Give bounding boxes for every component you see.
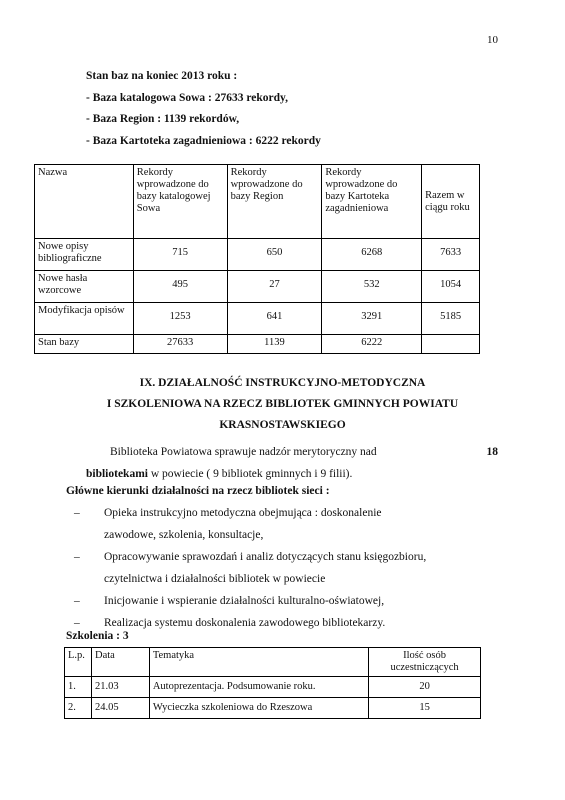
cell-value: [422, 335, 480, 354]
page-number: 10: [487, 34, 498, 46]
section-title-line: KRASNOSTAWSKIEGO: [219, 419, 346, 431]
table-row: [35, 271, 480, 303]
cell-value: 650: [227, 239, 322, 271]
intro-bold-word: bibliotekami: [86, 468, 148, 480]
column-header: Rekordy wprowadzone do bazy Region: [227, 165, 322, 239]
dash-bullet-icon: –: [74, 507, 80, 519]
row-label: Stan bazy: [35, 335, 134, 354]
intro-library-count: 18: [486, 446, 498, 458]
row-label: Nowe hasła wzorcowe: [35, 271, 134, 303]
cell-value: 1253: [133, 303, 227, 335]
list-item-text: Opracowywanie sprawozdań i analiz dotyczących stanu księgozbioru,: [104, 551, 427, 563]
database-status-line: - Baza katalogowa Sowa : 27633 rekordy,: [86, 91, 288, 104]
row-label: Nowe opisy bibliograficzne: [35, 239, 134, 271]
cell-value: 21.03: [91, 677, 149, 698]
list-item-text: Realizacja systemu doskonalenia zawodowego bibliotekarzy.: [104, 617, 386, 629]
row-label: Modyfikacja opisów: [35, 303, 134, 335]
column-header: L.p.: [65, 648, 92, 677]
database-status-line: - Baza Region : 1139 rekordów,: [86, 113, 240, 125]
cell-value: 2.: [65, 698, 92, 719]
section-title-line: I SZKOLENIOWA NA RZECZ BIBLIOTEK GMINNYCH POWIATU: [106, 398, 459, 410]
database-status-line: - Baza Kartoteka zagadnieniowa : 6222 rekordy: [86, 134, 321, 147]
table-row: [35, 335, 480, 354]
list-item: [74, 502, 500, 546]
cell-value: 495: [133, 271, 227, 303]
list-item: [74, 590, 500, 612]
column-header: Nazwa: [35, 165, 134, 239]
section-title-line: IX. DZIAŁALNOŚĆ INSTRUKCYJNO-METODYCZNA: [139, 377, 426, 389]
cell-value: 6222: [322, 335, 422, 354]
table-row: [65, 677, 481, 698]
column-header: Ilość osób uczestniczących: [369, 648, 481, 677]
dash-bullet-icon: –: [74, 595, 80, 607]
cell-value: 27633: [133, 335, 227, 354]
cell-value: 27: [227, 271, 322, 303]
column-header: Razem w ciągu roku: [422, 165, 480, 239]
cell-value: 24.05: [91, 698, 149, 719]
cell-value: Autoprezentacja. Podsumowanie roku.: [149, 677, 368, 698]
table-row: [35, 303, 480, 335]
intro-paragraph: [86, 441, 498, 485]
list-item: [74, 546, 500, 590]
list-item-text: czytelnictwa i działalności bibliotek w powiecie: [104, 573, 326, 585]
table-row: [35, 239, 480, 271]
cell-value: 1139: [227, 335, 322, 354]
dash-bullet-icon: –: [74, 551, 80, 563]
intro-text: w powiecie ( 9 bibliotek gminnych i 9 filii).: [147, 468, 353, 480]
column-header: Rekordy wprowadzone do bazy Kartoteka zagadnieniowa: [322, 165, 422, 239]
cell-value: 715: [133, 239, 227, 271]
list-item: [74, 612, 500, 634]
section-title: [0, 373, 565, 436]
list-item-text: Inicjowanie i wspieranie działalności kulturalno-oświatowej,: [104, 595, 385, 607]
cell-value: 3291: [322, 303, 422, 335]
cell-value: 532: [322, 271, 422, 303]
cell-value: 641: [227, 303, 322, 335]
column-header: Tematyka: [149, 648, 368, 677]
dash-bullet-icon: –: [74, 617, 80, 629]
column-header: Data: [91, 648, 149, 677]
cell-value: 6268: [322, 239, 422, 271]
cell-value: 1054: [422, 271, 480, 303]
cell-value: 1.: [65, 677, 92, 698]
bullet-list: [74, 502, 500, 634]
trainings-table: [64, 647, 481, 719]
intro-text: Biblioteka Powiatowa sprawuje nadzór merytoryczny nad: [110, 446, 377, 458]
cell-value: 20: [369, 677, 481, 698]
table-header-row: [65, 648, 481, 677]
table-header-row: [35, 165, 480, 239]
list-item-text: zawodowe, szkolenia, konsultacje,: [104, 529, 264, 541]
list-item-text: Opieka instrukcyjno metodyczna obejmująca : doskonalenie: [104, 507, 382, 519]
main-directions-heading: Główne kierunki działalności na rzecz bibliotek sieci :: [66, 485, 330, 497]
trainings-label: Szkolenia : 3: [66, 630, 129, 642]
cell-value: Wycieczka szkoleniowa do Rzeszowa: [149, 698, 368, 719]
column-header: Rekordy wprowadzone do bazy katalogowej Sowa: [133, 165, 227, 239]
database-status-heading: Stan baz na koniec 2013 roku :: [86, 70, 238, 82]
cell-value: 15: [369, 698, 481, 719]
database-status-block: [86, 66, 321, 152]
records-table: [34, 164, 480, 354]
table-row: [65, 698, 481, 719]
cell-value: 7633: [422, 239, 480, 271]
cell-value: 5185: [422, 303, 480, 335]
